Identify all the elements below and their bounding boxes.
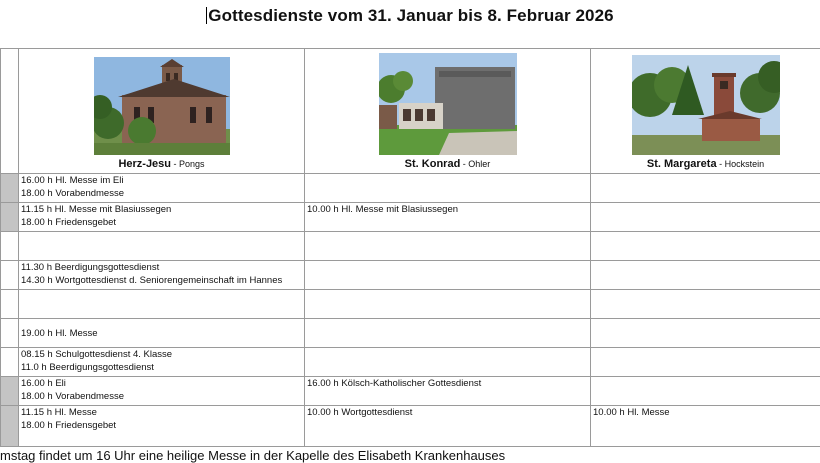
service-entry: 16.00 h Hl. Messe im Eli	[21, 174, 302, 187]
service-entry: 11.30 h Beerdigungsgottesdienst	[21, 261, 302, 274]
schedule-cell-st-margareta	[591, 406, 820, 447]
schedule-cell-st-konrad	[305, 174, 591, 203]
table-row	[1, 261, 820, 290]
day-cell	[1, 348, 19, 377]
service-entry: 18.00 h Vorabendmesse	[21, 187, 302, 200]
table-row	[1, 377, 820, 406]
service-entry: 11.15 h Hl. Messe mit Blasiussegen	[21, 203, 302, 216]
schedule-cell-st-konrad	[305, 348, 591, 377]
day-cell	[1, 232, 19, 261]
table-row	[1, 406, 820, 447]
day-cell	[1, 290, 19, 319]
schedule-cell-st-margareta	[591, 319, 820, 348]
day-cell	[1, 319, 19, 348]
day-cell	[1, 406, 19, 447]
schedule-cell-herz-jesu	[19, 406, 305, 447]
parish-name: Pongs	[179, 159, 205, 169]
service-entry: 16.00 h Kölsch-Katholischer Gottesdienst	[307, 377, 588, 390]
service-entry: 10.00 h Wortgottesdienst	[307, 406, 588, 419]
day-cell	[1, 174, 19, 203]
schedule-cell-st-margareta	[591, 377, 820, 406]
schedule-cell-st-margareta	[591, 290, 820, 319]
schedule-cell-st-konrad	[305, 261, 591, 290]
footer-note: mstag findet um 16 Uhr eine heilige Messe in der Kapelle des Elisabeth Krankenhauses	[0, 448, 505, 463]
st-konrad-church-photo	[379, 53, 517, 155]
service-entry: 16.00 h Eli	[21, 377, 302, 390]
schedule-cell-st-margareta	[591, 261, 820, 290]
service-entry: 11.0 h Beerdigungsgottesdienst	[21, 361, 302, 374]
schedule-cell-herz-jesu	[19, 377, 305, 406]
service-entry: 19.00 h Hl. Messe	[21, 327, 302, 340]
schedule-cell-st-konrad	[305, 319, 591, 348]
schedule-cell-herz-jesu	[19, 319, 305, 348]
schedule-cell-st-margareta	[591, 232, 820, 261]
church-header-herz-jesu: Herz-Jesu - Pongs	[19, 49, 305, 174]
schedule-cell-st-konrad	[305, 232, 591, 261]
service-entry: 10.00 h Hl. Messe mit Blasiussegen	[307, 203, 588, 216]
st-margareta-church-photo	[632, 55, 780, 155]
day-cell	[1, 49, 19, 174]
service-entry: 18.00 h Vorabendmesse	[21, 390, 302, 403]
service-entry: 11.15 h Hl. Messe	[21, 406, 302, 419]
service-entry: 08.15 h Schulgottesdienst 4. Klasse	[21, 348, 302, 361]
church-header-st-margareta: St. Margareta - Hockstein	[591, 49, 820, 174]
schedule-cell-st-konrad	[305, 377, 591, 406]
table-row	[1, 174, 820, 203]
church-header-st-konrad: St. Konrad - Ohler	[305, 49, 591, 174]
table-row	[1, 290, 820, 319]
title-text: Gottesdienste vom 31. Januar bis 8. Februar 2026	[208, 6, 613, 25]
schedule-cell-herz-jesu	[19, 261, 305, 290]
service-entry: 10.00 h Hl. Messe	[593, 406, 818, 419]
schedule-cell-st-margareta	[591, 203, 820, 232]
schedule-table	[0, 48, 820, 447]
page-title	[0, 6, 820, 26]
table-row	[1, 232, 820, 261]
schedule-cell-herz-jesu	[19, 203, 305, 232]
schedule-cell-st-margareta	[591, 348, 820, 377]
schedule-cell-st-konrad	[305, 203, 591, 232]
schedule-cell-st-konrad	[305, 406, 591, 447]
schedule-cell-herz-jesu	[19, 174, 305, 203]
table-row	[1, 348, 820, 377]
church-name: Herz-Jesu	[118, 158, 171, 170]
table-row	[1, 319, 820, 348]
schedule-cell-herz-jesu	[19, 232, 305, 261]
church-name: St. Margareta	[647, 158, 717, 170]
schedule-cell-herz-jesu	[19, 290, 305, 319]
schedule-cell-herz-jesu	[19, 348, 305, 377]
table-header-row	[1, 49, 820, 174]
schedule-cell-st-margareta	[591, 174, 820, 203]
parish-name: Ohler	[468, 159, 490, 169]
church-name: St. Konrad	[405, 158, 461, 170]
service-entry: 18.00 h Friedensgebet	[21, 419, 302, 432]
schedule-cell-st-konrad	[305, 290, 591, 319]
day-cell	[1, 377, 19, 406]
table-row	[1, 203, 820, 232]
service-entry: 14.30 h Wortgottesdienst d. Seniorengemeinschaft im Hannes	[21, 274, 302, 287]
parish-name: Hockstein	[725, 159, 765, 169]
day-cell	[1, 203, 19, 232]
herz-jesu-church-photo	[94, 57, 230, 155]
service-entry: 18.00 h Friedensgebet	[21, 216, 302, 229]
day-cell	[1, 261, 19, 290]
